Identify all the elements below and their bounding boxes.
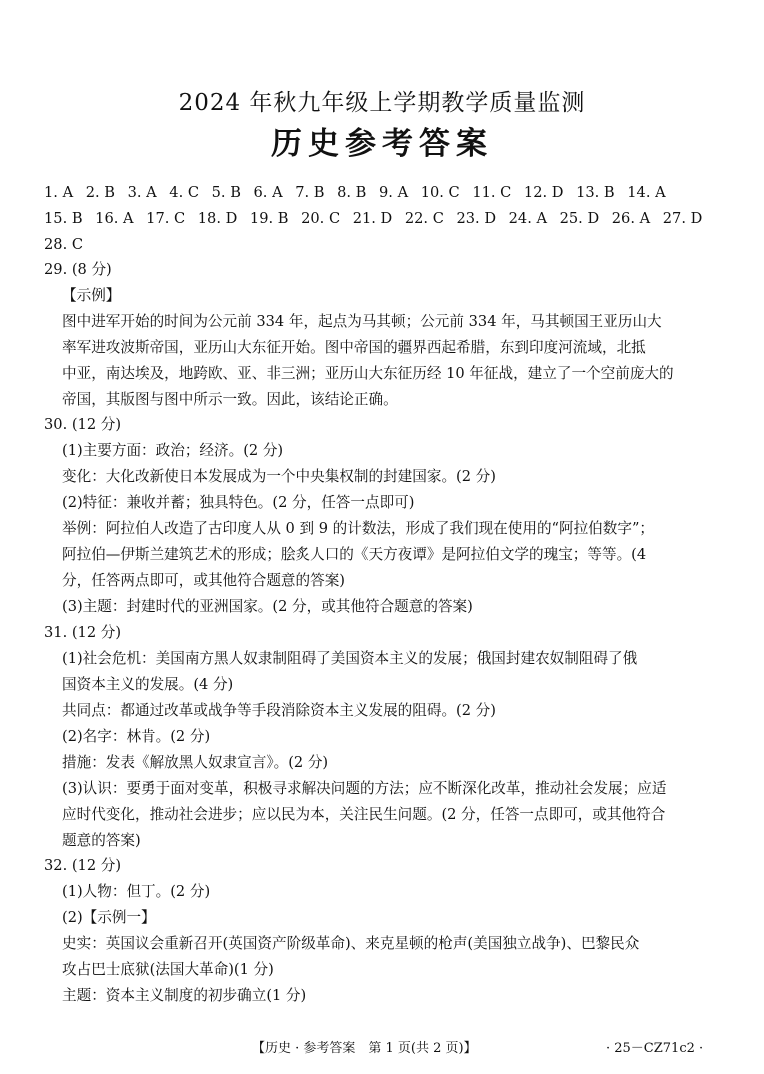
answer-line: (1)社会危机：美国南方黑人奴隶制阻碍了美国资本主义的发展；俄国封建农奴制阻碍了俄 (62, 650, 638, 667)
answer-line: 共同点：都通过改革或战争等手段消除资本主义发展的阻碍。(2 分) (62, 702, 496, 719)
choice-answer: 21. D (352, 210, 393, 227)
choice-answer: 1. A (44, 184, 74, 201)
answer-line: 攻占巴士底狱(法国大革命)(1 分) (62, 961, 274, 978)
choice-answer: 5. B (211, 184, 241, 201)
answer-line: (1)人物：但丁。(2 分) (62, 883, 211, 900)
answer-line: (3)认识：要勇于面对变革，积极寻求解决问题的方法；应不断深化改革，推动社会发展；应适 (62, 780, 667, 797)
answer-line: 题意的答案) (62, 832, 141, 849)
choice-answer: 23. D (456, 210, 497, 227)
page-code: · 25－CZ71c2 · (606, 1041, 704, 1056)
choice-answer: 3. A (127, 184, 157, 201)
choice-answer: 26. A (611, 210, 651, 227)
answer-line: (2)名字：林肯。(2 分) (62, 728, 211, 745)
choice-answers-row-2 (44, 210, 702, 227)
answer-line: 国资本主义的发展。(4 分) (62, 676, 234, 693)
choice-answer: 28. C (44, 236, 84, 253)
choice-answer: 14. A (627, 184, 666, 201)
answer-line: (2)【示例一】 (62, 909, 156, 926)
answer-line: 变化：大化改新使日本发展成为一个中央集权制的封建国家。(2 分) (62, 468, 496, 485)
choice-answer: 24. A (508, 210, 548, 227)
answer-line: 应时代变化，推动社会进步；应以民为本，关注民生问题。(2 分，任答一点即可，或其他符合 (62, 806, 666, 823)
question-32-heading: 32. (12 分) (44, 857, 122, 874)
choice-answer: 12. D (523, 184, 564, 201)
choice-answer: 2. B (85, 184, 115, 201)
answer-line: (3)主题：封建时代的亚洲国家。(2 分，或其他符合题意的答案) (62, 598, 473, 615)
answer-line: 阿拉伯—伊斯兰建筑艺术的形成；脍炙人口的《天方夜谭》是阿拉伯文学的瑰宝；等等。(4 (62, 546, 647, 563)
choice-answer: 25. D (559, 210, 600, 227)
answer-line: 率军进攻波斯帝国，亚历山大东征开始。图中帝国的疆界西起希腊，东到印度河流域，北抵 (62, 339, 646, 356)
choice-answer: 18. D (197, 210, 238, 227)
question-29-heading: 29. (8 分) (44, 261, 112, 278)
answer-line: 举例：阿拉伯人改造了古印度人从 0 到 9 的计数法，形成了我们现在使用的“阿拉伯数字”； (62, 520, 655, 537)
choice-answers-row-1 (44, 184, 666, 201)
choice-answer: 7. B (295, 184, 325, 201)
choice-answer: 8. B (337, 184, 367, 201)
choice-answer: 15. B (44, 210, 83, 227)
choice-answer: 20. C (301, 210, 341, 227)
choice-answer: 27. D (662, 210, 703, 227)
answer-line: (1)主要方面：政治；经济。(2 分) (62, 442, 284, 459)
choice-answers-row-3 (44, 236, 96, 253)
answer-line: 帝国，其版图与图中所示一致。因此，该结论正确。 (62, 391, 398, 408)
answer-line: 图中进军开始的时间为公元前 334 年，起点为马其顿；公元前 334 年，马其顿国王亚历山大 (62, 313, 662, 330)
choice-answer: 10. C (420, 184, 460, 201)
choice-answer: 19. B (249, 210, 289, 227)
answer-line: 主题：资本主义制度的初步确立(1 分) (62, 987, 307, 1004)
page-footer: 【历史 · 参考答案 第 1 页(共 2 页)】 (252, 1041, 477, 1056)
question-30-heading: 30. (12 分) (44, 416, 122, 433)
choice-answer: 9. A (379, 184, 409, 201)
answer-line: 史实：英国议会重新召开(英国资产阶级革命)、来克星顿的枪声(美国独立战争)、巴黎民众 (62, 935, 640, 952)
page-title: 历史参考答案 (271, 126, 493, 162)
exam-title: 2024 年秋九年级上学期教学质量监测 (178, 90, 586, 116)
choice-answer: 6. A (253, 184, 283, 201)
answer-line: (2)特征：兼收并蓄；独具特色。(2 分，任答一点即可) (62, 494, 415, 511)
choice-answer: 16. A (95, 210, 134, 227)
choice-answer: 22. C (404, 210, 444, 227)
choice-answer: 11. C (472, 184, 512, 201)
answer-line: 措施：发表《解放黑人奴隶宣言》。(2 分) (62, 754, 329, 771)
choice-answer: 4. C (169, 184, 200, 201)
example-tag: 【示例】 (62, 287, 121, 304)
choice-answer: 17. C (146, 210, 186, 227)
answer-line: 中亚，南达埃及，地跨欧、亚、非三洲；亚历山大东征历经 10 年征战，建立了一个空前庞大的 (62, 365, 674, 382)
choice-answer: 13. B (576, 184, 615, 201)
question-31-heading: 31. (12 分) (44, 624, 122, 641)
answer-line: 分，任答两点即可，或其他符合题意的答案) (62, 572, 345, 589)
